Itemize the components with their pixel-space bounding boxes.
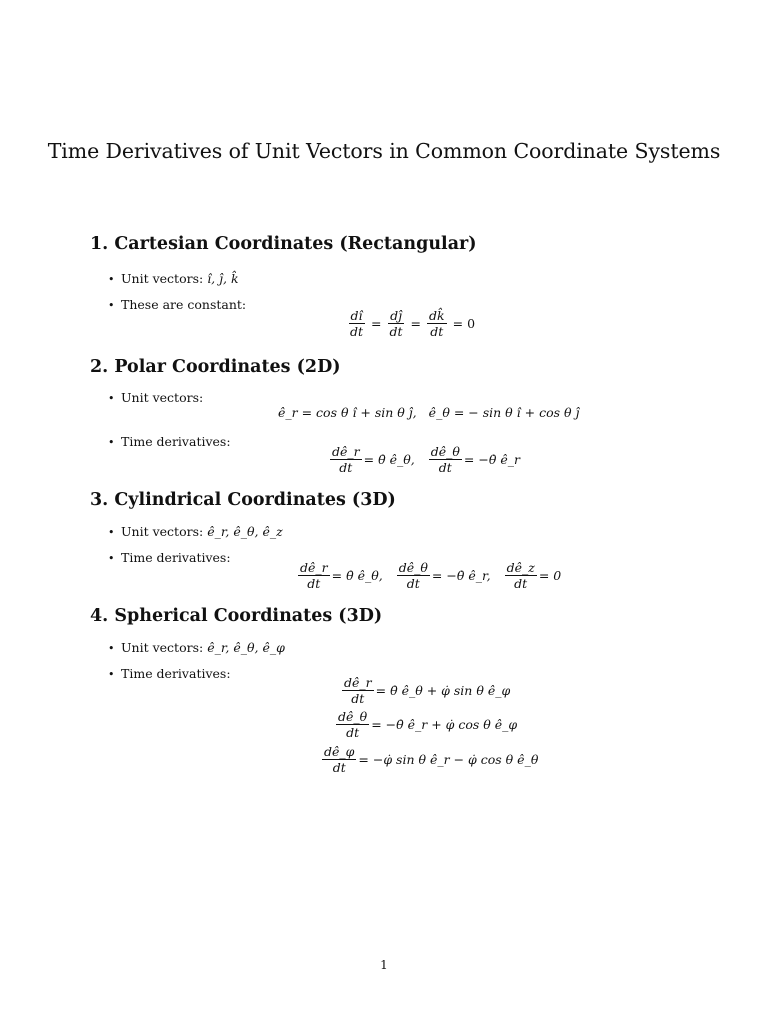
bullet-label: Unit vectors:	[121, 640, 204, 655]
bullet-math: î, ĵ, k̂	[207, 271, 239, 286]
bullet-dot-icon: •	[108, 392, 115, 405]
bullet-dot-icon: •	[108, 436, 115, 449]
fraction: $\frac{dê\_r}{dt}$	[332, 444, 360, 476]
bullet-label: Time derivatives:	[121, 434, 231, 449]
equation-spherical-etheta: $\frac{dê\_\theta}{dt}$ = −θ̇ ê_r + φ̇ cos θ ê_φ	[338, 709, 518, 741]
bullet-dot-icon: •	[108, 642, 115, 655]
section-heading-spherical: 4. Spherical Coordinates (3D)	[90, 606, 383, 626]
bullet-label: Unit vectors:	[121, 524, 204, 539]
fraction: $\frac{dê\_\theta}{dt}$	[430, 444, 460, 476]
bullet-label: Time derivatives:	[121, 550, 231, 565]
section-heading-cartesian: 1. Cartesian Coordinates (Rectangular)	[90, 234, 477, 254]
bullet-dot-icon: •	[108, 273, 115, 286]
fraction: $\frac{dê\_z}{dt}$	[506, 560, 535, 592]
bullet-item	[108, 390, 203, 405]
equation-spherical-ephi: $\frac{dê\_\varphi}{dt}$ = −φ̇ sin θ ê_r − φ̇ cos θ ê_θ	[324, 744, 539, 776]
equation-polar-derivatives: $\frac{dê\_r}{dt}$ = θ̇ ê_θ, $\frac{dê\_\theta}{dt}$ = −θ̇ ê_r	[332, 444, 520, 476]
fraction: $\frac{dî}{dt}$	[350, 308, 364, 340]
bullet-item	[108, 524, 283, 539]
bullet-dot-icon: •	[108, 552, 115, 565]
bullet-label: These are constant:	[121, 297, 247, 312]
fraction: $\frac{dk̂}{dt}$	[429, 308, 445, 340]
bullet-item	[108, 297, 246, 312]
equation-cartesian-constant: $\frac{dî}{dt}$ = $\frac{dĵ}{dt}$ = $\frac{dk̂}{dt}$ = 0	[350, 308, 476, 340]
bullet-label: Unit vectors:	[121, 271, 204, 286]
section-heading-polar: 2. Polar Coordinates (2D)	[90, 357, 341, 377]
bullet-dot-icon: •	[108, 299, 115, 312]
fraction: $\frac{dê\_\theta}{dt}$	[398, 560, 428, 592]
fraction: $\frac{dê\_r}{dt}$	[344, 675, 372, 707]
equation-polar-unit-vectors: ê_r = cos θ î + sin θ ĵ, ê_θ = − sin θ î + cos θ ĵ	[278, 405, 580, 420]
page-title: Time Derivatives of Unit Vectors in Common Coordinate Systems	[47, 139, 721, 163]
bullet-label: Unit vectors:	[121, 390, 204, 405]
fraction: $\frac{dê\_r}{dt}$	[300, 560, 328, 592]
bullet-label: Time derivatives:	[121, 666, 231, 681]
bullet-dot-icon: •	[108, 526, 115, 539]
bullet-item	[108, 666, 231, 681]
equation-spherical-er: $\frac{dê\_r}{dt}$ = θ̇ ê_θ + φ̇ sin θ ê_φ	[344, 675, 511, 707]
page-number: 1	[380, 958, 388, 972]
equation-cylindrical-derivatives: $\frac{dê\_r}{dt}$ = θ̇ ê_θ, $\frac{dê\_\theta}{dt}$ = −θ̇ ê_r, $\frac{dê\_z}{dt}$ = 0	[300, 560, 562, 592]
fraction: $\frac{dê\_\theta}{dt}$	[338, 709, 368, 741]
bullet-item	[108, 550, 231, 565]
bullet-dot-icon: •	[108, 668, 115, 681]
bullet-item	[108, 640, 285, 655]
section-heading-cylindrical: 3. Cylindrical Coordinates (3D)	[90, 490, 396, 510]
fraction: $\frac{dê\_\varphi}{dt}$	[324, 744, 355, 776]
bullet-item	[108, 434, 231, 449]
bullet-math: ê_r, ê_θ, ê_φ	[207, 640, 285, 655]
fraction: $\frac{dĵ}{dt}$	[389, 308, 403, 340]
bullet-item	[108, 271, 239, 286]
bullet-math: ê_r, ê_θ, ê_z	[207, 524, 283, 539]
